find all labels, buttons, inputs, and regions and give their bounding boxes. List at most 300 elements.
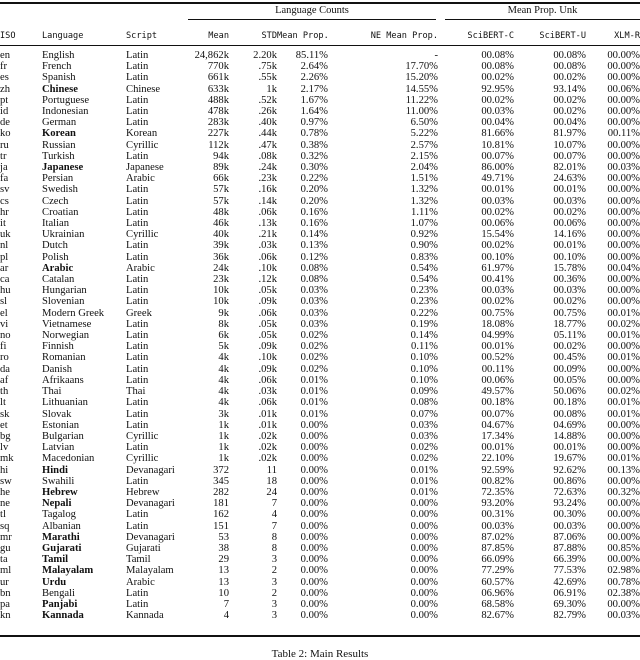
table-row [0, 375, 640, 386]
cell-xlm-r: 00.00% [607, 218, 640, 230]
cell-std: .47k [258, 139, 277, 151]
cell-script: Latin [126, 274, 149, 286]
cell-scibert-c: 17.34% [481, 430, 514, 442]
cell-script: Cyrillic [126, 139, 159, 151]
cell-script: Latin [126, 442, 149, 454]
cell-script: Latin [126, 318, 149, 330]
cell-scibert-c: 00.02% [481, 72, 514, 84]
cell-language: Gujarati [42, 542, 82, 554]
cell-language: Urdu [42, 576, 67, 588]
cell-mean-prop: 0.01% [300, 386, 328, 398]
cell-language: Estonian [42, 419, 80, 431]
cell-mean-prop: 0.01% [300, 408, 328, 420]
table-row [0, 128, 640, 139]
cell-iso: es [0, 72, 9, 84]
cell-std: 11 [266, 464, 277, 476]
cell-mean: 10k [213, 285, 229, 297]
cell-mean: 57k [213, 195, 229, 207]
cell-language: Czech [42, 195, 69, 207]
cell-mean: 24,862k [194, 50, 229, 61]
cell-xlm-r: 00.00% [607, 50, 640, 61]
cell-scibert-u: 00.18% [553, 397, 586, 409]
cell-std: 2.20k [253, 50, 277, 61]
cell-xlm-r: 00.00% [607, 598, 640, 610]
cell-ne-mean-prop: 0.00% [410, 610, 438, 622]
cell-xlm-r: 00.00% [607, 117, 640, 129]
cell-xlm-r: 00.00% [607, 94, 640, 106]
cell-scibert-c: 92.95% [481, 83, 514, 95]
cell-mean-prop: 0.97% [300, 117, 328, 129]
cell-ne-mean-prop: 0.00% [410, 554, 438, 566]
cell-scibert-u: 00.09% [553, 363, 586, 375]
cell-xlm-r: 00.00% [607, 61, 640, 73]
cell-mean-prop: 0.00% [300, 520, 328, 532]
cell-mean-prop: 2.26% [300, 72, 328, 84]
cell-mean: 1k [218, 442, 229, 454]
cell-language: Turkish [42, 150, 75, 162]
cell-xlm-r: 00.00% [607, 296, 640, 308]
cell-mean-prop: 0.03% [300, 307, 328, 319]
cell-std: .03k [258, 240, 277, 252]
cell-language: Hebrew [42, 486, 78, 498]
table-row [0, 61, 640, 72]
table-row [0, 442, 640, 453]
table-row [0, 476, 640, 487]
cell-script: Latin [126, 587, 149, 599]
cell-xlm-r: 00.78% [607, 576, 640, 588]
cell-mean-prop: 0.22% [300, 173, 328, 185]
cell-iso: ml [0, 565, 12, 577]
table-row [0, 397, 640, 408]
table-row [0, 240, 640, 251]
cell-language: Albanian [42, 520, 81, 532]
cell-mean: 633k [207, 83, 229, 95]
cell-iso: ne [0, 498, 10, 510]
cell-ne-mean-prop: 0.01% [410, 464, 438, 476]
cell-mean-prop: 0.08% [300, 274, 328, 286]
table-row [0, 386, 640, 397]
cell-xlm-r: 00.00% [607, 139, 640, 151]
cell-scibert-u: 00.36% [553, 274, 586, 286]
cell-xlm-r: 00.00% [607, 374, 640, 386]
cell-iso: af [0, 374, 9, 386]
cell-mean-prop: 1.67% [300, 94, 328, 106]
table-row [0, 229, 640, 240]
cell-mean-prop: 0.00% [300, 442, 328, 454]
cell-mean: 282 [213, 486, 229, 498]
cell-scibert-u: 04.69% [553, 419, 586, 431]
cell-ne-mean-prop: 0.10% [410, 352, 438, 364]
cell-scibert-u: 19.67% [553, 453, 586, 465]
cell-scibert-c: 68.58% [481, 598, 514, 610]
cell-std: 2 [271, 565, 277, 577]
cell-ne-mean-prop: 0.00% [410, 509, 438, 521]
cell-scibert-c: 00.03% [481, 285, 514, 297]
group-header-mean-prop-unk: Mean Prop. Unk [507, 5, 578, 16]
cell-scibert-c: 00.10% [481, 251, 514, 263]
table-row [0, 543, 640, 554]
cell-iso: th [0, 386, 9, 398]
cell-scibert-u: 00.01% [553, 184, 586, 196]
table-row [0, 420, 640, 431]
cell-xlm-r: 00.00% [607, 72, 640, 84]
cell-ne-mean-prop: 0.23% [410, 285, 438, 297]
cell-scibert-u: 00.03% [553, 285, 586, 297]
cell-ne-mean-prop: 0.11% [411, 341, 438, 353]
cell-xlm-r: 00.01% [607, 397, 640, 409]
cell-script: Arabic [126, 262, 155, 274]
cell-ne-mean-prop: 0.90% [410, 240, 438, 252]
cell-ne-mean-prop: 0.09% [410, 386, 438, 398]
cell-iso: kn [0, 610, 11, 622]
cell-mean: 48k [213, 206, 229, 218]
cell-script: Latin [126, 509, 149, 521]
cell-language: Thai [42, 386, 62, 398]
cell-mean-prop: 0.20% [300, 195, 328, 207]
cell-mean: 53 [218, 531, 229, 543]
cell-scibert-u: 15.78% [553, 262, 586, 274]
cell-ne-mean-prop: 0.00% [410, 498, 438, 510]
cell-mean-prop: 0.78% [300, 128, 328, 140]
cell-mean: 4 [223, 610, 229, 622]
cell-ne-mean-prop: 0.92% [410, 229, 438, 241]
cell-std: .02k [258, 453, 277, 465]
cell-ne-mean-prop: 0.00% [410, 598, 438, 610]
cell-mean: 9k [218, 307, 229, 319]
cell-mean-prop: 0.00% [300, 419, 328, 431]
cell-ne-mean-prop: 2.04% [410, 162, 438, 174]
cell-std: .10k [258, 262, 277, 274]
table-row [0, 50, 640, 61]
cell-mean: 1k [218, 430, 229, 442]
cell-script: Latin [126, 240, 149, 252]
cell-scibert-c: 22.10% [481, 453, 514, 465]
cell-mean-prop: 0.00% [300, 453, 328, 465]
cell-mean-prop: 0.03% [300, 318, 328, 330]
cell-scibert-u: 93.14% [553, 83, 586, 95]
cell-scibert-c: 00.03% [481, 520, 514, 532]
cell-script: Chinese [126, 83, 161, 95]
cell-language: Panjabi [42, 598, 78, 610]
cell-mean: 4k [218, 386, 229, 398]
cell-script: Latin [126, 184, 149, 196]
cell-scibert-u: 81.97% [553, 128, 586, 140]
cell-script: Latin [126, 195, 149, 207]
cell-std: .13k [258, 218, 277, 230]
cell-iso: ar [0, 262, 9, 274]
cell-mean: 7 [223, 598, 229, 610]
table-row [0, 352, 640, 363]
cell-iso: hi [0, 464, 9, 476]
cell-ne-mean-prop: 1.32% [410, 184, 438, 196]
cell-script: Latin [126, 285, 149, 297]
cell-mean: 1k [218, 453, 229, 465]
cell-std: .01k [258, 408, 277, 420]
cell-scibert-u: 00.02% [553, 206, 586, 218]
cell-std: 18 [266, 475, 277, 487]
cell-mean-prop: 0.02% [300, 352, 328, 364]
cell-language: Bulgarian [42, 430, 84, 442]
cell-mean: 4k [218, 352, 229, 364]
cell-ne-mean-prop: 14.55% [405, 83, 438, 95]
table-row [0, 95, 640, 106]
cell-iso: no [0, 330, 11, 342]
cell-language: Polish [42, 251, 69, 263]
cell-std: .05k [258, 285, 277, 297]
cell-script: Devanagari [126, 498, 175, 510]
cell-scibert-c: 82.67% [481, 610, 514, 622]
cell-script: Latin [126, 397, 149, 409]
table-row [0, 207, 640, 218]
cell-scibert-u: 00.05% [553, 374, 586, 386]
cell-std: .02k [258, 430, 277, 442]
cell-iso: nl [0, 240, 9, 252]
cell-scibert-u: 77.53% [553, 565, 586, 577]
cell-scibert-c: 87.02% [481, 531, 514, 543]
cell-xlm-r: 00.00% [607, 184, 640, 196]
cell-xlm-r: 00.06% [607, 83, 640, 95]
table-row [0, 252, 640, 263]
table-row [0, 610, 640, 621]
cell-language: Arabic [42, 262, 74, 274]
cell-ne-mean-prop: 11.00% [405, 106, 438, 118]
cell-std: .24k [258, 162, 277, 174]
cell-mean: 3k [218, 408, 229, 420]
cell-mean: 36k [213, 251, 229, 263]
cell-ne-mean-prop: 0.14% [410, 330, 438, 342]
cell-scibert-u: 00.45% [553, 352, 586, 364]
cell-ne-mean-prop: 5.22% [410, 128, 438, 140]
cell-script: Arabic [126, 173, 155, 185]
cell-ne-mean-prop: 0.01% [410, 486, 438, 498]
cell-language: Italian [42, 218, 70, 230]
cell-language: Chinese [42, 83, 78, 95]
cell-iso: ca [0, 274, 10, 286]
cell-iso: ur [0, 576, 9, 588]
cell-xlm-r: 00.00% [607, 106, 640, 118]
cell-language: Danish [42, 363, 73, 375]
cell-mean: 151 [213, 520, 229, 532]
cell-xlm-r: 00.13% [607, 464, 640, 476]
cell-mean-prop: 0.00% [300, 598, 328, 610]
cell-language: Swahili [42, 475, 75, 487]
cell-script: Latin [126, 363, 149, 375]
cell-mean: 661k [207, 72, 229, 84]
table-row [0, 588, 640, 599]
cell-xlm-r: 00.85% [607, 542, 640, 554]
cell-ne-mean-prop: 0.23% [410, 296, 438, 308]
cmidrule-language-counts [188, 19, 436, 20]
cell-ne-mean-prop: 0.07% [410, 408, 438, 420]
cell-language: Modern Greek [42, 307, 105, 319]
column-header-mean: Mean [208, 30, 229, 41]
cell-scibert-u: 87.06% [553, 531, 586, 543]
table-row [0, 521, 640, 532]
cell-language: Vietnamese [42, 318, 92, 330]
cell-mean-prop: 0.02% [300, 341, 328, 353]
table-row [0, 84, 640, 95]
cell-scibert-c: 00.75% [481, 307, 514, 319]
cell-scibert-u: 00.06% [553, 218, 586, 230]
cell-language: Hungarian [42, 285, 87, 297]
cell-language: Catalan [42, 274, 75, 286]
cell-scibert-u: 00.08% [553, 408, 586, 420]
cell-xlm-r: 00.00% [607, 498, 640, 510]
cell-scibert-c: 00.02% [481, 240, 514, 252]
table-row [0, 532, 640, 543]
cell-xlm-r: 00.02% [607, 386, 640, 398]
cell-xlm-r: 00.00% [607, 285, 640, 297]
table-row [0, 554, 640, 565]
cell-script: Thai [126, 386, 146, 398]
cell-std: .01k [258, 419, 277, 431]
cell-ne-mean-prop: 0.01% [410, 475, 438, 487]
cell-iso: ko [0, 128, 11, 140]
cell-scibert-u: 18.77% [553, 318, 586, 330]
cell-ne-mean-prop: 0.03% [410, 430, 438, 442]
cell-scibert-c: 87.85% [481, 542, 514, 554]
cell-script: Cyrillic [126, 229, 159, 241]
cell-iso: ja [0, 162, 8, 174]
cell-ne-mean-prop: 0.00% [410, 542, 438, 554]
cell-scibert-c: 06.96% [481, 587, 514, 599]
cell-script: Latin [126, 150, 149, 162]
cell-xlm-r: 00.01% [607, 307, 640, 319]
cell-scibert-c: 18.08% [481, 318, 514, 330]
cell-scibert-u: 50.06% [553, 386, 586, 398]
cell-std: 8 [271, 542, 277, 554]
cell-scibert-c: 00.04% [481, 117, 514, 129]
cell-script: Greek [126, 307, 152, 319]
cell-scibert-c: 10.81% [481, 139, 514, 151]
cell-scibert-c: 00.06% [481, 218, 514, 230]
cell-std: .05k [258, 318, 277, 330]
cell-language: Slovenian [42, 296, 85, 308]
cell-scibert-c: 00.02% [481, 296, 514, 308]
cell-ne-mean-prop: 0.02% [410, 453, 438, 465]
cell-language: English [42, 50, 75, 61]
cell-xlm-r: 00.01% [607, 352, 640, 364]
cell-ne-mean-prop: 6.50% [410, 117, 438, 129]
cell-scibert-u: 00.01% [553, 442, 586, 454]
cell-iso: tl [0, 509, 6, 521]
cell-std: .08k [258, 150, 277, 162]
cell-scibert-c: 00.11% [481, 363, 514, 375]
column-header-xlm-r: XLM-R [614, 30, 640, 41]
cell-std: .06k [258, 397, 277, 409]
cell-scibert-u: 14.88% [553, 430, 586, 442]
cell-std: 3 [271, 554, 277, 566]
cell-xlm-r: 00.01% [607, 330, 640, 342]
cell-language: Marathi [42, 531, 80, 543]
cell-iso: id [0, 106, 9, 118]
cell-mean-prop: 0.00% [300, 486, 328, 498]
cell-scibert-u: 00.02% [553, 296, 586, 308]
cell-xlm-r: 00.11% [607, 128, 640, 140]
cell-iso: bg [0, 430, 11, 442]
cell-language: Finnish [42, 341, 74, 353]
group-header-language-counts: Language Counts [275, 5, 349, 16]
cell-std: 3 [271, 598, 277, 610]
cell-std: .09k [258, 363, 277, 375]
cell-scibert-c: 00.31% [481, 509, 514, 521]
cell-language: Nepali [42, 498, 72, 510]
cell-std: .44k [258, 128, 277, 140]
cell-iso: zh [0, 83, 10, 95]
cell-mean: 488k [207, 94, 229, 106]
cell-scibert-u: 82.79% [553, 610, 586, 622]
cell-script: Korean [126, 128, 158, 140]
cell-mean: 39k [213, 240, 229, 252]
cell-mean-prop: 0.00% [300, 576, 328, 588]
cell-mean: 66k [213, 173, 229, 185]
cell-script: Latin [126, 50, 149, 61]
top-rule [0, 2, 640, 4]
column-header-std: STD [261, 30, 277, 41]
cell-scibert-c: 00.18% [481, 397, 514, 409]
table-row [0, 319, 640, 330]
cell-ne-mean-prop: 2.15% [410, 150, 438, 162]
cell-xlm-r: 00.00% [607, 173, 640, 185]
cell-language: Japanese [42, 162, 84, 174]
cell-scibert-c: 49.57% [481, 386, 514, 398]
cell-mean: 162 [213, 509, 229, 521]
cell-language: Romanian [42, 352, 86, 364]
cell-scibert-c: 49.71% [481, 173, 514, 185]
cell-iso: sv [0, 184, 10, 196]
cell-mean-prop: 0.01% [300, 397, 328, 409]
table-row [0, 465, 640, 476]
cell-mean-prop: 0.00% [300, 430, 328, 442]
cell-scibert-u: 92.62% [553, 464, 586, 476]
cell-iso: sl [0, 296, 8, 308]
cell-script: Cyrillic [126, 453, 159, 465]
cell-std: .26k [258, 106, 277, 118]
cell-xlm-r: 00.01% [607, 453, 640, 465]
cell-xlm-r: 00.00% [607, 195, 640, 207]
cell-std: .10k [258, 352, 277, 364]
cell-mean: 10 [218, 587, 229, 599]
cell-std: .06k [258, 307, 277, 319]
cell-ne-mean-prop: 0.08% [410, 397, 438, 409]
cell-iso: fr [0, 61, 8, 73]
cell-script: Malayalam [126, 565, 174, 577]
cell-std: 3 [271, 576, 277, 588]
cell-mean-prop: 2.17% [300, 83, 328, 95]
column-header-iso: ISO [0, 30, 16, 41]
table-row [0, 72, 640, 83]
cell-scibert-c: 60.57% [481, 576, 514, 588]
cell-iso: sk [0, 408, 10, 420]
cell-language: German [42, 117, 77, 129]
cell-language: Swedish [42, 184, 78, 196]
cell-scibert-u: 00.02% [553, 341, 586, 353]
cell-scibert-c: 15.54% [481, 229, 514, 241]
cell-xlm-r: 00.03% [607, 610, 640, 622]
cell-script: Hebrew [126, 486, 160, 498]
cell-scibert-u: 10.07% [553, 139, 586, 151]
cell-scibert-u: 00.01% [553, 240, 586, 252]
cell-script: Latin [126, 106, 149, 118]
cell-std: .23k [258, 173, 277, 185]
cell-xlm-r: 02.38% [607, 587, 640, 599]
table-row [0, 263, 640, 274]
cell-scibert-c: 00.06% [481, 374, 514, 386]
cell-mean-prop: 0.30% [300, 162, 328, 174]
table-row [0, 151, 640, 162]
cell-language: Norwegian [42, 330, 90, 342]
cell-std: .02k [258, 442, 277, 454]
